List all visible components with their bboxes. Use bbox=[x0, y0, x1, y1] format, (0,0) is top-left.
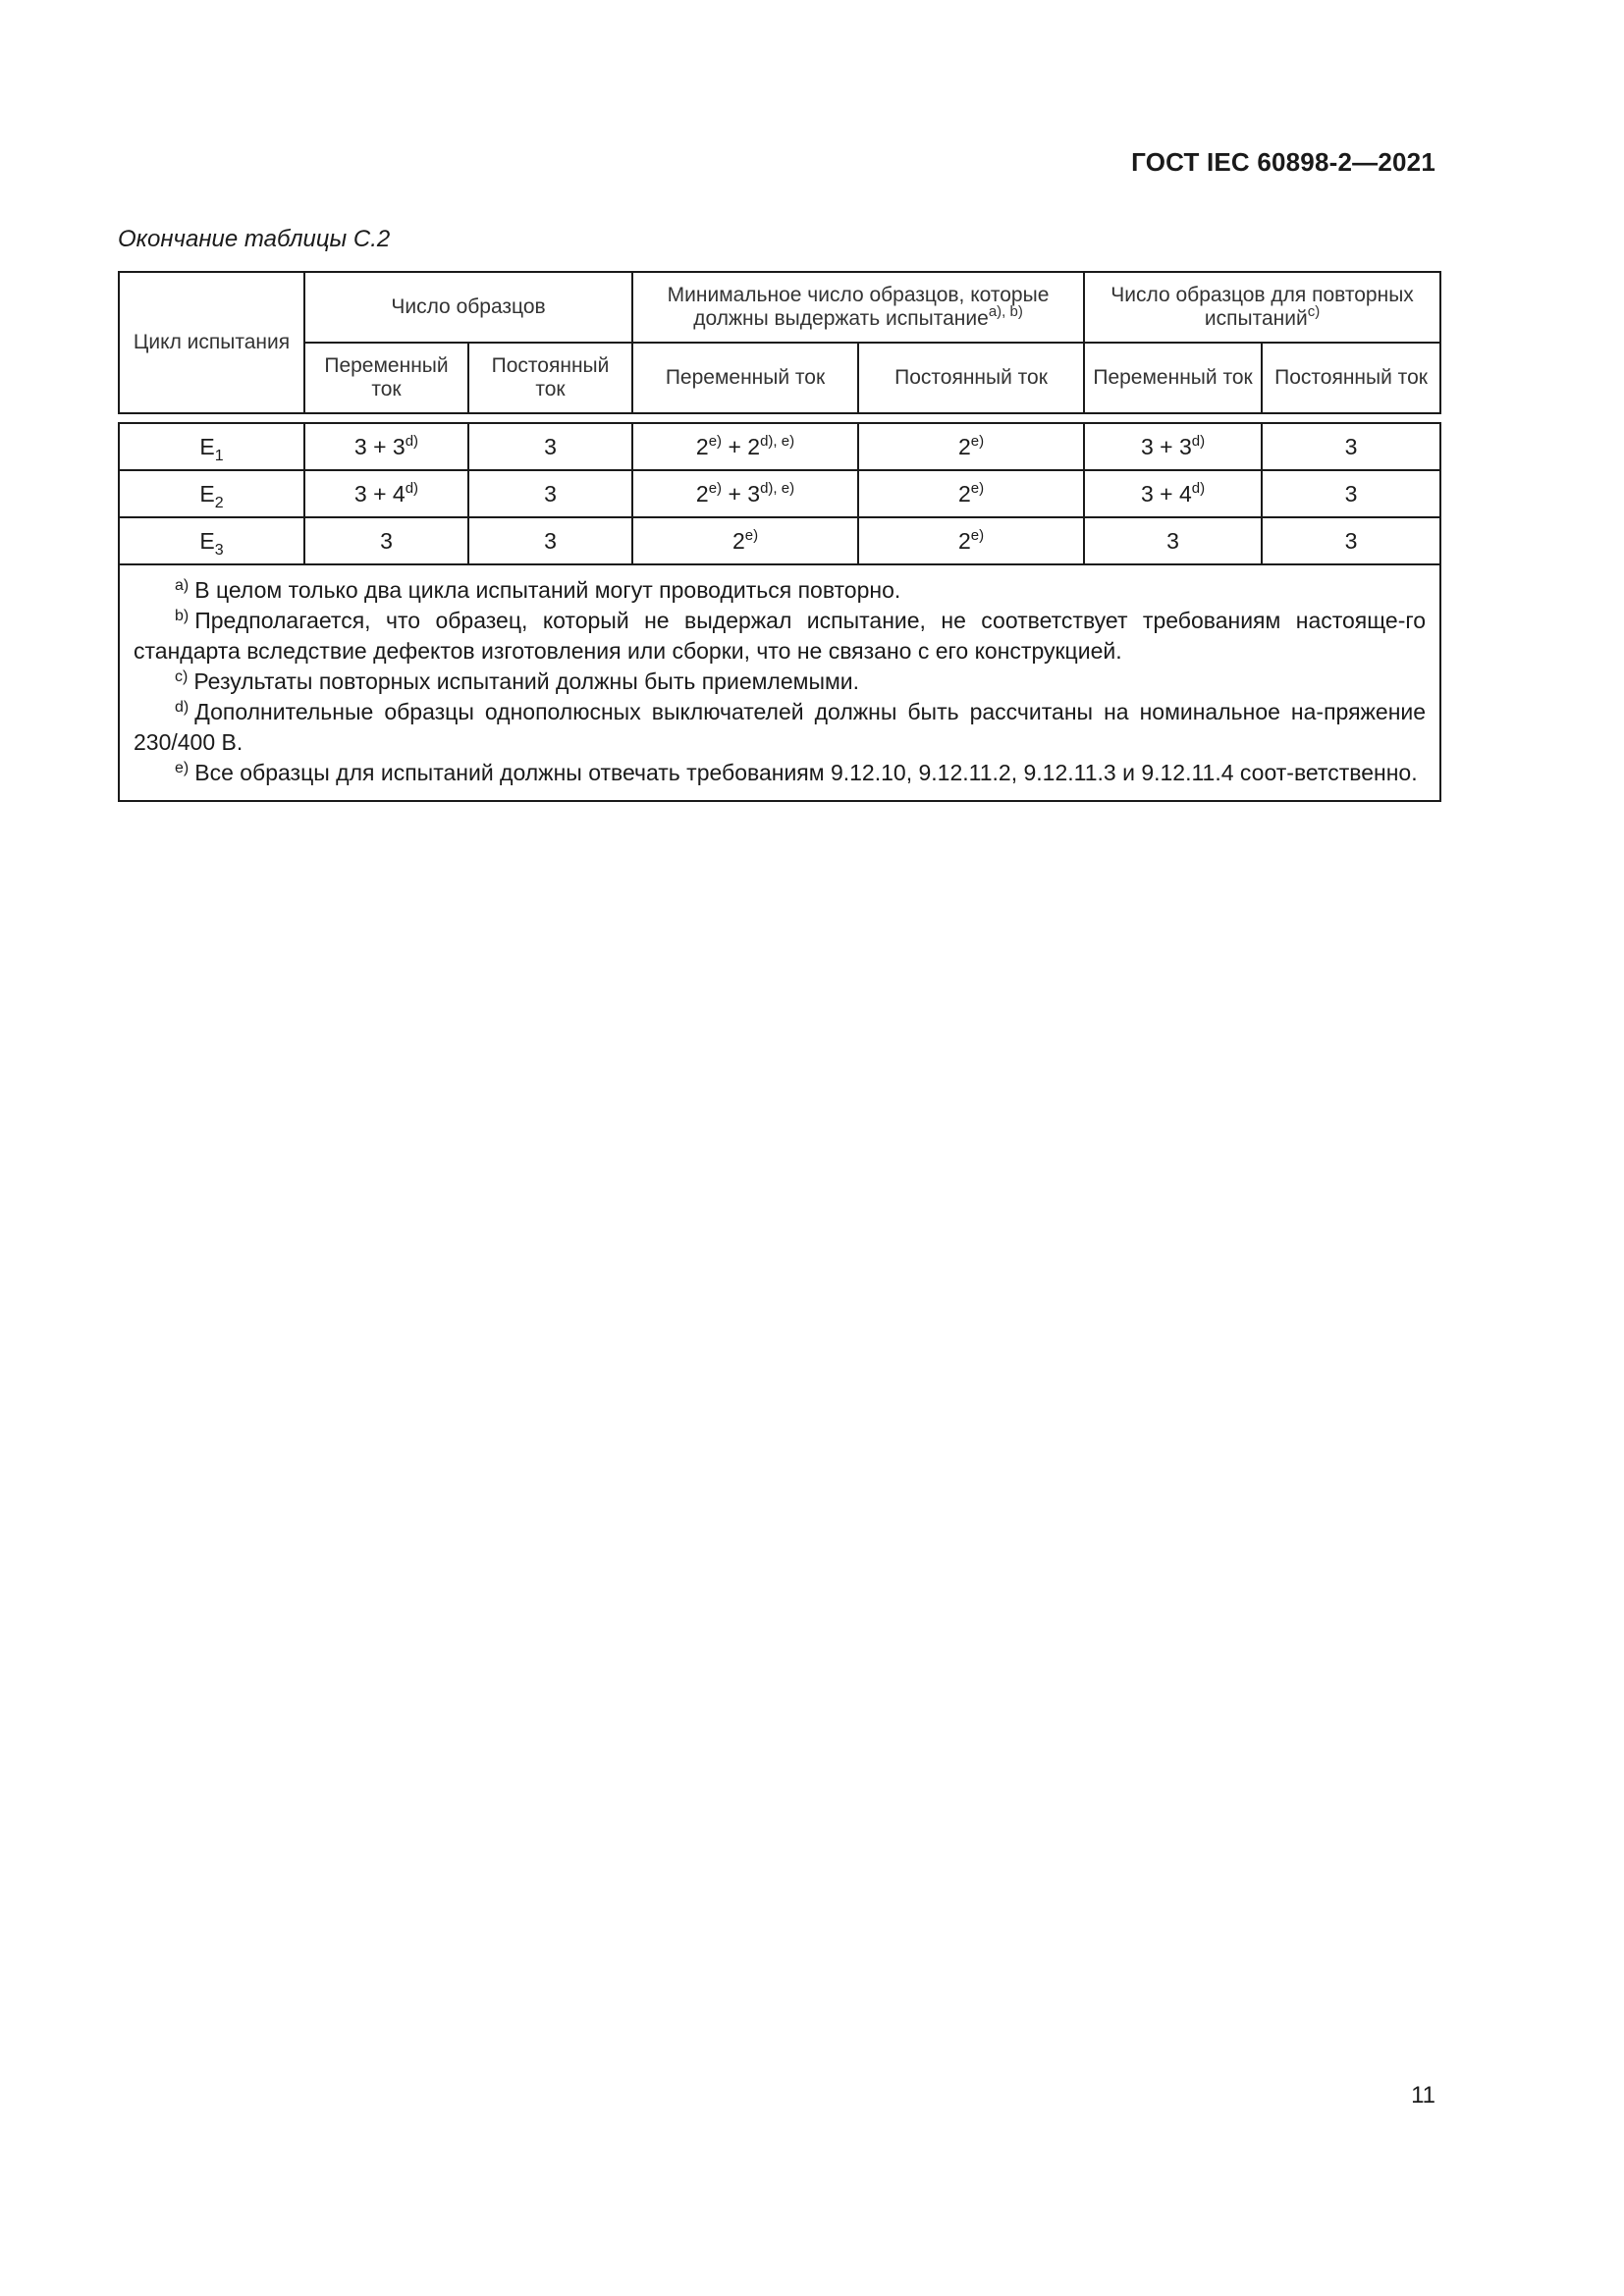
cell-retest-ac: 3 + 4$^{d)}$ bbox=[1084, 470, 1262, 517]
subheader-ac: Переменный ток bbox=[304, 343, 468, 413]
table-header-row bbox=[119, 272, 1440, 343]
cell-samples-dc: 3 bbox=[468, 423, 632, 470]
cell-retest-ac: 3 bbox=[1084, 517, 1262, 564]
cell-samples-ac: 3 bbox=[304, 517, 468, 564]
cell-min-ac: 2$^{e)}$ + 3$^{d), e)}$ bbox=[632, 470, 858, 517]
footnote: $^{e)}$ Все образцы для испытаний должны отвечать требованиям 9.12.10, 9.12.11.2, 9.12.11.3 и 9.12.11.4 соот-ветственно. bbox=[175, 760, 1418, 785]
footnote: $^{b)}$ Предполагается, что образец, который не выдержал испытание, не соответствует требованиям настояще-го стандарта вследствие дефектов изготовления или сборки, что не связано с его конструкцией. bbox=[134, 608, 1427, 664]
cell-samples-ac: 3 + 4$^{d)}$ bbox=[304, 470, 468, 517]
header-retest-samples: Число образцов для повторных испытаний$^{c)}$ bbox=[1084, 272, 1440, 343]
cycle-label: $E_3$ bbox=[119, 517, 304, 564]
table-caption: Окончание таблицы С.2 bbox=[118, 226, 391, 252]
footnote: $^{c)}$ Результаты повторных испытаний должны быть приемлемыми. bbox=[175, 668, 860, 694]
cell-samples-dc: 3 bbox=[468, 470, 632, 517]
cell-retest-dc: 3 bbox=[1262, 470, 1440, 517]
header-sample-count: Число образцов bbox=[304, 272, 632, 343]
cell-samples-dc: 3 bbox=[468, 517, 632, 564]
table-notes-row bbox=[119, 564, 1440, 801]
table-row bbox=[119, 517, 1440, 564]
table-notes bbox=[119, 564, 1440, 801]
header-cycle: Цикл испытания bbox=[119, 272, 304, 413]
cell-min-dc: 2$^{e)}$ bbox=[858, 470, 1084, 517]
subheader-ac: Переменный ток bbox=[632, 343, 858, 413]
footnote: $^{a)}$ В целом только два цикла испытаний могут проводиться повторно. bbox=[175, 577, 901, 603]
cell-min-dc: 2$^{e)}$ bbox=[858, 517, 1084, 564]
page-number: 11 bbox=[1411, 2082, 1435, 2109]
footnote: $^{d)}$ Дополнительные образцы однополюсных выключателей должны быть рассчитаны на номинальное на-пряжение 230/400 В. bbox=[134, 699, 1427, 755]
cell-samples-ac: 3 + 3$^{d)}$ bbox=[304, 423, 468, 470]
cycle-label: $E_2$ bbox=[119, 470, 304, 517]
table-row bbox=[119, 423, 1440, 470]
cycle-label: $E_1$ bbox=[119, 423, 304, 470]
subheader-dc: Постоянный ток bbox=[468, 343, 632, 413]
cell-retest-ac: 3 + 3$^{d)}$ bbox=[1084, 423, 1262, 470]
subheader-dc: Постоянный ток bbox=[1262, 343, 1440, 413]
test-cycle-table bbox=[118, 271, 1441, 802]
table-row bbox=[119, 470, 1440, 517]
header-min-samples: Минимальное число образцов, которые должны выдержать испытание$^{a), b)}$ bbox=[632, 272, 1084, 343]
cell-retest-dc: 3 bbox=[1262, 423, 1440, 470]
subheader-dc: Постоянный ток bbox=[858, 343, 1084, 413]
document-header: ГОСТ IEC 60898-2—2021 bbox=[1131, 147, 1435, 177]
cell-min-ac: 2$^{e)}$ bbox=[632, 517, 858, 564]
cell-retest-dc: 3 bbox=[1262, 517, 1440, 564]
table-subheader-row bbox=[119, 343, 1440, 413]
subheader-ac: Переменный ток bbox=[1084, 343, 1262, 413]
cell-min-dc: 2$^{e)}$ bbox=[858, 423, 1084, 470]
cell-min-ac: 2$^{e)}$ + 2$^{d), e)}$ bbox=[632, 423, 858, 470]
